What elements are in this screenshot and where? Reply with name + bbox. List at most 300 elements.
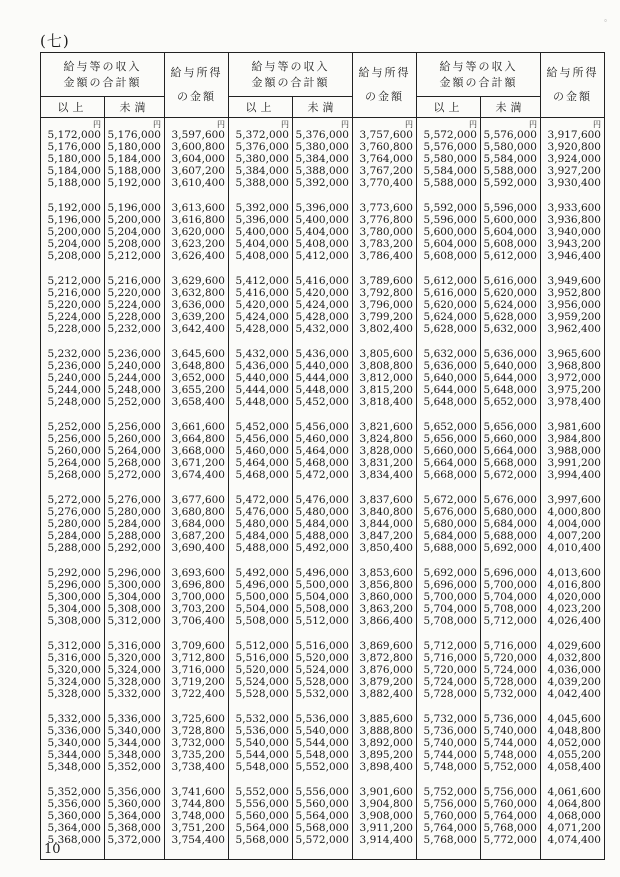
amount-value: 5,372,000 bbox=[107, 834, 161, 846]
amount-value: 5,724,000 bbox=[423, 676, 477, 688]
amount-value: 5,192,000 bbox=[107, 177, 161, 189]
amount-value: 5,680,000 bbox=[423, 518, 477, 530]
amount-value: 3,956,000 bbox=[547, 299, 601, 311]
amount-value: 5,444,000 bbox=[295, 372, 349, 384]
amount-value: 3,636,000 bbox=[171, 299, 225, 311]
amount-value: 3,962,400 bbox=[547, 323, 601, 335]
amount-value: 5,636,000 bbox=[423, 360, 477, 372]
amount-value: 5,600,000 bbox=[423, 226, 477, 238]
amount-value: 5,284,000 bbox=[47, 530, 101, 542]
row-group bbox=[41, 786, 101, 846]
amount-value: 3,914,400 bbox=[359, 834, 413, 846]
amount-value: 4,048,800 bbox=[547, 725, 601, 737]
amount-value: 5,316,000 bbox=[47, 652, 101, 664]
amount-value: 5,472,000 bbox=[295, 469, 349, 481]
amount-value: 5,696,000 bbox=[423, 579, 477, 591]
amount-value: 5,632,000 bbox=[423, 348, 477, 360]
row-group bbox=[229, 275, 289, 335]
amount-value: 5,428,000 bbox=[235, 323, 289, 335]
amount-value: 5,748,000 bbox=[483, 749, 537, 761]
amount-value: 5,620,000 bbox=[423, 299, 477, 311]
amount-value: 5,604,000 bbox=[483, 226, 537, 238]
row-group bbox=[41, 275, 101, 335]
row-group bbox=[541, 129, 601, 189]
row-group bbox=[293, 567, 349, 627]
row-group bbox=[229, 494, 289, 554]
amount-value: 3,994,400 bbox=[547, 469, 601, 481]
row-group bbox=[229, 786, 289, 846]
amount-value: 5,256,000 bbox=[47, 433, 101, 445]
amount-value: 3,850,400 bbox=[359, 542, 413, 554]
amount-value: 5,344,000 bbox=[107, 737, 161, 749]
amount-value: 5,768,000 bbox=[423, 834, 477, 846]
amount-value: 5,672,000 bbox=[423, 494, 477, 506]
row-group bbox=[293, 129, 349, 189]
amount-value: 5,528,000 bbox=[295, 676, 349, 688]
amount-value: 5,660,000 bbox=[423, 445, 477, 457]
amount-value: 3,924,000 bbox=[547, 153, 601, 165]
amount-value: 3,780,000 bbox=[359, 226, 413, 238]
row-group bbox=[353, 494, 413, 554]
amount-value: 3,751,200 bbox=[171, 822, 225, 834]
amount-value: 5,744,000 bbox=[423, 749, 477, 761]
row-group bbox=[417, 348, 477, 408]
row-group bbox=[293, 348, 349, 408]
row-group bbox=[105, 421, 161, 481]
row-group bbox=[417, 129, 477, 189]
amount-value: 4,010,400 bbox=[547, 542, 601, 554]
over-header-3: 以上 bbox=[417, 97, 481, 118]
amount-value: 5,656,000 bbox=[423, 433, 477, 445]
block-3-over-column bbox=[417, 118, 481, 860]
amount-value: 3,866,400 bbox=[359, 615, 413, 627]
amount-value: 5,176,000 bbox=[107, 129, 161, 141]
amount-value: 5,300,000 bbox=[107, 579, 161, 591]
amount-value: 5,688,000 bbox=[483, 530, 537, 542]
amount-value: 3,824,800 bbox=[359, 433, 413, 445]
amount-value: 5,452,000 bbox=[295, 396, 349, 408]
amount-value: 5,340,000 bbox=[47, 737, 101, 749]
over-header-2: 以上 bbox=[229, 97, 293, 118]
margin-mark: ﾟ bbox=[604, 20, 609, 31]
row-group bbox=[293, 713, 349, 773]
amount-value: 3,616,800 bbox=[171, 214, 225, 226]
amount-value: 5,536,000 bbox=[295, 713, 349, 725]
amount-value: 5,308,000 bbox=[107, 603, 161, 615]
row-group bbox=[229, 202, 289, 262]
amount-value: 3,828,000 bbox=[359, 445, 413, 457]
row-group bbox=[481, 348, 537, 408]
amount-value: 5,528,000 bbox=[235, 688, 289, 700]
amount-value: 5,304,000 bbox=[47, 603, 101, 615]
amount-value: 5,584,000 bbox=[483, 153, 537, 165]
yen-unit-label: 円 bbox=[341, 120, 349, 129]
amount-value: 3,991,200 bbox=[547, 457, 601, 469]
amount-value: 5,664,000 bbox=[483, 445, 537, 457]
amount-value: 5,472,000 bbox=[235, 494, 289, 506]
amount-value: 5,456,000 bbox=[235, 433, 289, 445]
amount-value: 3,892,000 bbox=[359, 737, 413, 749]
amount-value: 5,332,000 bbox=[107, 688, 161, 700]
amount-value: 5,544,000 bbox=[235, 749, 289, 761]
amount-value: 5,272,000 bbox=[47, 494, 101, 506]
row-group bbox=[165, 494, 225, 554]
amount-value: 5,760,000 bbox=[483, 798, 537, 810]
amount-value: 5,460,000 bbox=[235, 445, 289, 457]
amount-value: 3,888,800 bbox=[359, 725, 413, 737]
amount-value: 3,645,600 bbox=[171, 348, 225, 360]
amount-value: 3,604,000 bbox=[171, 153, 225, 165]
amount-value: 5,452,000 bbox=[235, 421, 289, 433]
amount-value: 5,260,000 bbox=[107, 433, 161, 445]
amount-value: 5,740,000 bbox=[483, 725, 537, 737]
amount-value: 5,604,000 bbox=[423, 238, 477, 250]
salary-income-header-3: 給与所得 の金額 bbox=[541, 53, 605, 118]
amount-value: 3,968,800 bbox=[547, 360, 601, 372]
amount-value: 5,668,000 bbox=[483, 457, 537, 469]
amount-value: 5,748,000 bbox=[423, 761, 477, 773]
amount-value: 3,716,000 bbox=[171, 664, 225, 676]
amount-value: 5,772,000 bbox=[483, 834, 537, 846]
amount-value: 3,901,600 bbox=[359, 786, 413, 798]
amount-value: 5,420,000 bbox=[235, 299, 289, 311]
amount-value: 5,640,000 bbox=[483, 360, 537, 372]
amount-value: 3,949,600 bbox=[547, 275, 601, 287]
amount-value: 3,808,800 bbox=[359, 360, 413, 372]
amount-value: 5,572,000 bbox=[295, 834, 349, 846]
amount-value: 5,208,000 bbox=[107, 238, 161, 250]
amount-value: 5,672,000 bbox=[483, 469, 537, 481]
amount-value: 3,856,800 bbox=[359, 579, 413, 591]
row-group bbox=[229, 640, 289, 700]
amount-value: 5,296,000 bbox=[47, 579, 101, 591]
amount-value: 5,620,000 bbox=[483, 287, 537, 299]
amount-value: 3,885,600 bbox=[359, 713, 413, 725]
row-group bbox=[481, 567, 537, 627]
amount-value: 3,764,000 bbox=[359, 153, 413, 165]
amount-value: 5,416,000 bbox=[295, 275, 349, 287]
amount-value: 5,408,000 bbox=[235, 250, 289, 262]
amount-value: 5,352,000 bbox=[107, 761, 161, 773]
over-header-1: 以上 bbox=[41, 97, 105, 118]
amount-value: 5,268,000 bbox=[47, 469, 101, 481]
amount-value: 5,352,000 bbox=[47, 786, 101, 798]
amount-value: 5,284,000 bbox=[107, 518, 161, 530]
amount-value: 4,045,600 bbox=[547, 713, 601, 725]
yen-unit-label: 円 bbox=[405, 120, 413, 129]
amount-value: 5,652,000 bbox=[423, 421, 477, 433]
amount-value: 5,712,000 bbox=[423, 640, 477, 652]
amount-value: 5,220,000 bbox=[107, 287, 161, 299]
yen-unit-label: 円 bbox=[153, 120, 161, 129]
amount-value: 5,340,000 bbox=[107, 725, 161, 737]
amount-value: 3,703,200 bbox=[171, 603, 225, 615]
amount-value: 5,644,000 bbox=[483, 372, 537, 384]
amount-value: 5,596,000 bbox=[423, 214, 477, 226]
amount-value: 3,642,400 bbox=[171, 323, 225, 335]
amount-value: 5,508,000 bbox=[295, 603, 349, 615]
amount-value: 3,882,400 bbox=[359, 688, 413, 700]
amount-value: 5,516,000 bbox=[295, 640, 349, 652]
row-group bbox=[105, 348, 161, 408]
amount-value: 3,607,200 bbox=[171, 165, 225, 177]
row-group bbox=[353, 786, 413, 846]
amount-value: 3,732,000 bbox=[171, 737, 225, 749]
row-group bbox=[41, 348, 101, 408]
amount-value: 3,773,600 bbox=[359, 202, 413, 214]
amount-value: 3,738,400 bbox=[171, 761, 225, 773]
amount-value: 5,632,000 bbox=[483, 323, 537, 335]
amount-value: 5,560,000 bbox=[295, 798, 349, 810]
amount-value: 5,232,000 bbox=[47, 348, 101, 360]
amount-value: 5,316,000 bbox=[107, 640, 161, 652]
row-group bbox=[229, 567, 289, 627]
amount-value: 5,556,000 bbox=[295, 786, 349, 798]
amount-value: 3,648,800 bbox=[171, 360, 225, 372]
amount-value: 5,240,000 bbox=[107, 360, 161, 372]
amount-value: 5,252,000 bbox=[47, 421, 101, 433]
amount-value: 5,516,000 bbox=[235, 652, 289, 664]
amount-value: 5,240,000 bbox=[47, 372, 101, 384]
amount-value: 5,736,000 bbox=[483, 713, 537, 725]
amount-value: 5,692,000 bbox=[483, 542, 537, 554]
amount-value: 5,228,000 bbox=[47, 323, 101, 335]
amount-value: 3,818,400 bbox=[359, 396, 413, 408]
amount-value: 5,552,000 bbox=[235, 786, 289, 798]
amount-value: 3,933,600 bbox=[547, 202, 601, 214]
amount-value: 4,029,600 bbox=[547, 640, 601, 652]
amount-value: 3,837,600 bbox=[359, 494, 413, 506]
amount-value: 5,520,000 bbox=[235, 664, 289, 676]
row-group bbox=[541, 567, 601, 627]
amount-value: 5,268,000 bbox=[107, 457, 161, 469]
amount-value: 5,376,000 bbox=[235, 141, 289, 153]
row-group bbox=[229, 421, 289, 481]
row-group bbox=[41, 129, 101, 189]
page-number: 10 bbox=[44, 842, 61, 857]
amount-value: 5,388,000 bbox=[295, 165, 349, 177]
amount-value: 5,676,000 bbox=[483, 494, 537, 506]
amount-value: 5,488,000 bbox=[235, 542, 289, 554]
amount-value: 3,920,800 bbox=[547, 141, 601, 153]
amount-value: 5,296,000 bbox=[107, 567, 161, 579]
amount-value: 5,420,000 bbox=[295, 287, 349, 299]
row-group bbox=[481, 640, 537, 700]
amount-value: 5,280,000 bbox=[107, 506, 161, 518]
amount-value: 5,348,000 bbox=[107, 749, 161, 761]
amount-value: 5,576,000 bbox=[483, 129, 537, 141]
amount-value: 4,064,800 bbox=[547, 798, 601, 810]
row-group bbox=[41, 202, 101, 262]
amount-value: 3,783,200 bbox=[359, 238, 413, 250]
row-group bbox=[541, 713, 601, 773]
amount-value: 5,496,000 bbox=[295, 567, 349, 579]
amount-value: 5,552,000 bbox=[295, 761, 349, 773]
amount-value: 5,752,000 bbox=[423, 786, 477, 798]
amount-value: 5,236,000 bbox=[47, 360, 101, 372]
amount-value: 3,898,400 bbox=[359, 761, 413, 773]
amount-value: 4,074,400 bbox=[547, 834, 601, 846]
amount-value: 5,548,000 bbox=[295, 749, 349, 761]
amount-value: 5,740,000 bbox=[423, 737, 477, 749]
amount-value: 5,612,000 bbox=[423, 275, 477, 287]
row-group bbox=[229, 129, 289, 189]
row-group bbox=[105, 786, 161, 846]
amount-value: 3,984,800 bbox=[547, 433, 601, 445]
amount-value: 5,404,000 bbox=[235, 238, 289, 250]
amount-value: 5,184,000 bbox=[47, 165, 101, 177]
amount-value: 5,508,000 bbox=[235, 615, 289, 627]
amount-value: 5,704,000 bbox=[423, 603, 477, 615]
amount-value: 5,392,000 bbox=[235, 202, 289, 214]
amount-value: 3,639,200 bbox=[171, 311, 225, 323]
amount-value: 5,312,000 bbox=[107, 615, 161, 627]
amount-value: 5,372,000 bbox=[235, 129, 289, 141]
amount-value: 5,556,000 bbox=[235, 798, 289, 810]
amount-value: 3,943,200 bbox=[547, 238, 601, 250]
row-group bbox=[353, 129, 413, 189]
amount-value: 5,228,000 bbox=[107, 311, 161, 323]
amount-value: 3,613,600 bbox=[171, 202, 225, 214]
amount-value: 5,220,000 bbox=[47, 299, 101, 311]
row-group bbox=[165, 129, 225, 189]
amount-value: 3,706,400 bbox=[171, 615, 225, 627]
row-group bbox=[417, 275, 477, 335]
amount-value: 5,588,000 bbox=[483, 165, 537, 177]
amount-value: 5,532,000 bbox=[235, 713, 289, 725]
amount-value: 3,940,000 bbox=[547, 226, 601, 238]
amount-value: 5,248,000 bbox=[107, 384, 161, 396]
amount-value: 5,492,000 bbox=[295, 542, 349, 554]
amount-value: 3,789,600 bbox=[359, 275, 413, 287]
amount-value: 5,644,000 bbox=[423, 384, 477, 396]
amount-value: 3,664,800 bbox=[171, 433, 225, 445]
amount-value: 5,300,000 bbox=[47, 591, 101, 603]
amount-value: 4,071,200 bbox=[547, 822, 601, 834]
amount-value: 5,448,000 bbox=[295, 384, 349, 396]
row-group bbox=[541, 348, 601, 408]
amount-value: 5,660,000 bbox=[483, 433, 537, 445]
amount-value: 5,468,000 bbox=[235, 469, 289, 481]
amount-value: 5,600,000 bbox=[483, 214, 537, 226]
amount-value: 5,572,000 bbox=[423, 129, 477, 141]
amount-value: 5,624,000 bbox=[423, 311, 477, 323]
amount-value: 5,396,000 bbox=[295, 202, 349, 214]
amount-value: 5,216,000 bbox=[107, 275, 161, 287]
amount-value: 5,716,000 bbox=[423, 652, 477, 664]
row-group bbox=[353, 348, 413, 408]
amount-value: 3,805,600 bbox=[359, 348, 413, 360]
amount-value: 3,725,600 bbox=[171, 713, 225, 725]
amount-value: 5,288,000 bbox=[107, 530, 161, 542]
amount-value: 5,540,000 bbox=[295, 725, 349, 737]
amount-value: 5,236,000 bbox=[107, 348, 161, 360]
amount-value: 5,548,000 bbox=[235, 761, 289, 773]
amount-value: 5,224,000 bbox=[107, 299, 161, 311]
amount-value: 5,244,000 bbox=[47, 384, 101, 396]
amount-value: 4,052,000 bbox=[547, 737, 601, 749]
amount-value: 5,312,000 bbox=[47, 640, 101, 652]
amount-value: 5,568,000 bbox=[235, 834, 289, 846]
amount-value: 3,700,000 bbox=[171, 591, 225, 603]
yen-unit-label: 円 bbox=[217, 120, 225, 129]
amount-value: 4,036,000 bbox=[547, 664, 601, 676]
amount-value: 5,732,000 bbox=[483, 688, 537, 700]
row-group bbox=[541, 640, 601, 700]
amount-value: 5,292,000 bbox=[107, 542, 161, 554]
amount-value: 5,416,000 bbox=[235, 287, 289, 299]
amount-value: 5,188,000 bbox=[47, 177, 101, 189]
amount-value: 5,568,000 bbox=[295, 822, 349, 834]
amount-value: 5,716,000 bbox=[483, 640, 537, 652]
amount-value: 3,799,200 bbox=[359, 311, 413, 323]
amount-value: 5,512,000 bbox=[295, 615, 349, 627]
amount-value: 5,764,000 bbox=[423, 822, 477, 834]
amount-value: 5,328,000 bbox=[107, 676, 161, 688]
yen-unit-label: 円 bbox=[281, 120, 289, 129]
amount-value: 5,344,000 bbox=[47, 749, 101, 761]
amount-value: 4,032,800 bbox=[547, 652, 601, 664]
header-row-1 bbox=[41, 53, 605, 97]
amount-value: 5,484,000 bbox=[295, 518, 349, 530]
amount-value: 5,708,000 bbox=[423, 615, 477, 627]
amount-value: 5,476,000 bbox=[295, 494, 349, 506]
block-2-salary-income-column bbox=[353, 118, 417, 860]
amount-value: 3,741,600 bbox=[171, 786, 225, 798]
amount-value: 5,264,000 bbox=[107, 445, 161, 457]
amount-value: 5,368,000 bbox=[47, 834, 101, 846]
amount-value: 3,629,600 bbox=[171, 275, 225, 287]
amount-value: 3,735,200 bbox=[171, 749, 225, 761]
amount-value: 3,872,800 bbox=[359, 652, 413, 664]
amount-value: 3,668,000 bbox=[171, 445, 225, 457]
amount-value: 3,680,800 bbox=[171, 506, 225, 518]
row-group bbox=[41, 567, 101, 627]
row-group bbox=[229, 713, 289, 773]
amount-value: 4,061,600 bbox=[547, 786, 601, 798]
amount-value: 5,684,000 bbox=[423, 530, 477, 542]
block-2-under-column bbox=[293, 118, 353, 860]
row-group bbox=[481, 129, 537, 189]
row-group bbox=[105, 202, 161, 262]
amount-value: 4,007,200 bbox=[547, 530, 601, 542]
row-group bbox=[417, 421, 477, 481]
amount-value: 5,212,000 bbox=[47, 275, 101, 287]
amount-value: 3,693,600 bbox=[171, 567, 225, 579]
amount-value: 5,216,000 bbox=[47, 287, 101, 299]
amount-value: 5,692,000 bbox=[423, 567, 477, 579]
amount-value: 5,700,000 bbox=[423, 591, 477, 603]
amount-value: 3,754,400 bbox=[171, 834, 225, 846]
amount-value: 4,016,800 bbox=[547, 579, 601, 591]
amount-value: 5,760,000 bbox=[423, 810, 477, 822]
amount-value: 5,392,000 bbox=[295, 177, 349, 189]
row-group bbox=[481, 494, 537, 554]
header-row-2 bbox=[41, 97, 605, 118]
amount-value: 5,336,000 bbox=[107, 713, 161, 725]
amount-value: 5,684,000 bbox=[483, 518, 537, 530]
amount-value: 5,652,000 bbox=[483, 396, 537, 408]
amount-value: 5,180,000 bbox=[47, 153, 101, 165]
amount-value: 5,204,000 bbox=[47, 238, 101, 250]
row-group bbox=[165, 567, 225, 627]
amount-value: 5,232,000 bbox=[107, 323, 161, 335]
amount-value: 5,532,000 bbox=[295, 688, 349, 700]
amount-value: 5,704,000 bbox=[483, 591, 537, 603]
amount-value: 3,786,400 bbox=[359, 250, 413, 262]
amount-value: 5,324,000 bbox=[107, 664, 161, 676]
amount-value: 3,946,400 bbox=[547, 250, 601, 262]
